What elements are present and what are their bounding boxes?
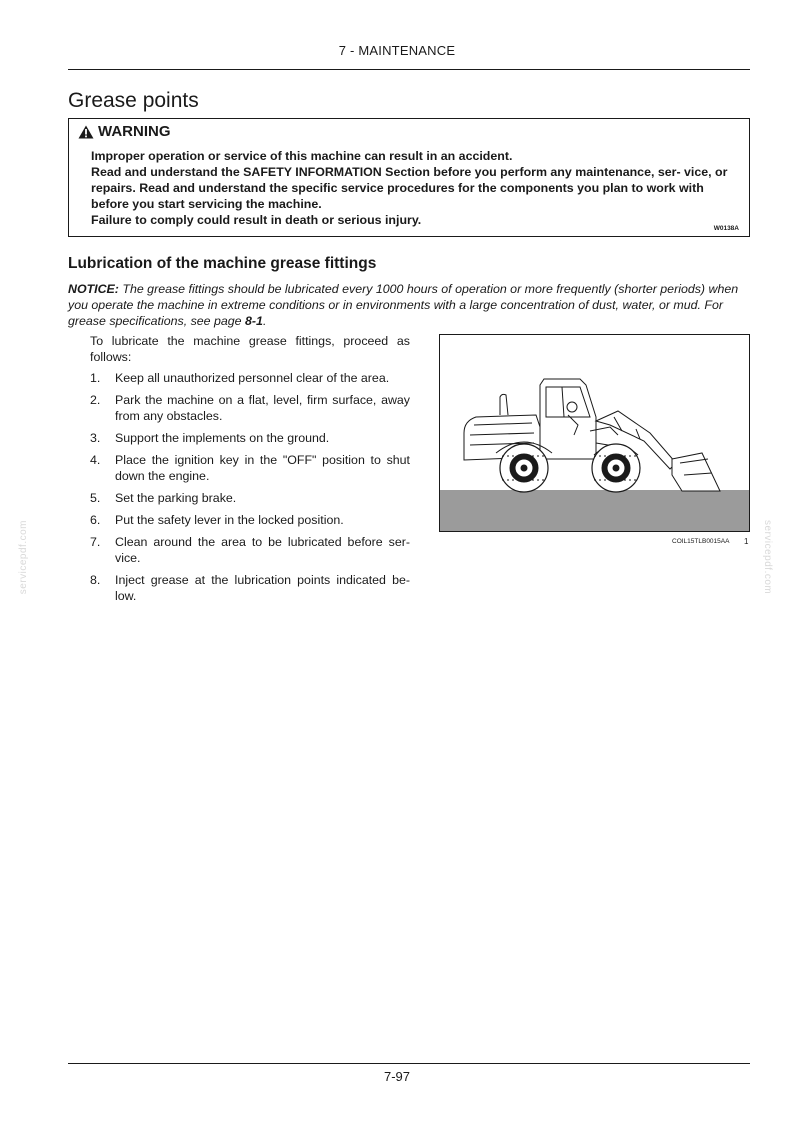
step-text: Set the parking brake. <box>115 491 237 505</box>
list-item <box>90 452 410 484</box>
figure-frame <box>439 334 750 532</box>
watermark-right: servicepdf.com <box>762 520 773 595</box>
list-item <box>90 534 410 566</box>
step-text: Put the safety lever in the locked position. <box>115 513 344 527</box>
warning-text <box>91 148 741 228</box>
step-number: 5. <box>90 491 101 505</box>
warning-line: Read and understand the SAFETY INFORMATION Section before you perform any maintenance, ser- vice, or repairs. Read and understand the specific service procedures for the components you plan to work with before you start servicing the machine. <box>91 165 728 211</box>
notice-end: . <box>262 314 267 328</box>
notice-label: NOTICE: <box>68 282 119 296</box>
step-number: 3. <box>90 431 101 445</box>
header-rule <box>68 69 750 70</box>
warning-line: Failure to comply could result in death or serious injury. <box>91 213 422 227</box>
step-number: 1. <box>90 371 101 385</box>
intro-paragraph: To lubricate the machine grease fittings, proceed as follows: <box>90 334 410 364</box>
list-item <box>90 430 410 446</box>
list-item <box>90 512 410 528</box>
step-number: 8. <box>90 573 101 587</box>
figure-number: 1 <box>744 537 749 546</box>
warning-box <box>68 118 750 237</box>
step-number: 6. <box>90 513 101 527</box>
warning-line: Improper operation or service of this machine can result in an accident. <box>91 149 513 163</box>
warning-label: WARNING <box>98 123 171 140</box>
list-item <box>90 392 410 424</box>
step-text: Clean around the area to be lubricated before ser- vice. <box>115 535 410 565</box>
step-text: Keep all unauthorized personnel clear of the area. <box>115 371 390 385</box>
notice-text: The grease fittings should be lubricated every 1000 hours of operation or more frequently (shorter periods) when you operate the machine in extreme conditions or in environments with a large concentration of dust, water, or mud. For grease specifications, see page <box>68 282 739 328</box>
list-item <box>90 370 410 386</box>
step-text: Park the machine on a flat, level, firm surface, away from any obstacles. <box>115 393 410 423</box>
section-heading: Lubrication of the machine grease fittings <box>68 255 377 272</box>
watermark-left: servicepdf.com <box>18 520 29 595</box>
step-text: Place the ignition key in the "OFF" position to shut down the engine. <box>115 453 410 483</box>
list-item <box>90 572 410 604</box>
warning-code: W0138A <box>713 225 739 232</box>
notice-paragraph <box>68 281 752 329</box>
page-number: 7-97 <box>383 1069 411 1084</box>
notice-page-ref: 8-1 <box>245 314 263 328</box>
step-text: Inject grease at the lubrication points indicated be- low. <box>115 573 410 603</box>
warning-heading <box>78 123 171 140</box>
step-number: 4. <box>90 453 101 467</box>
step-number: 7. <box>90 535 101 549</box>
wheel-loader-illustration <box>440 335 749 531</box>
list-item <box>90 490 410 506</box>
footer-rule <box>68 1063 750 1064</box>
warning-triangle-icon <box>78 125 94 139</box>
section-header: 7 - MAINTENANCE <box>338 43 456 58</box>
procedure-steps <box>90 370 410 610</box>
step-text: Support the implements on the ground. <box>115 431 330 445</box>
step-number: 2. <box>90 393 101 407</box>
page-title: Grease points <box>68 89 199 112</box>
figure-code: COIL15TLB0015AA <box>672 538 730 545</box>
